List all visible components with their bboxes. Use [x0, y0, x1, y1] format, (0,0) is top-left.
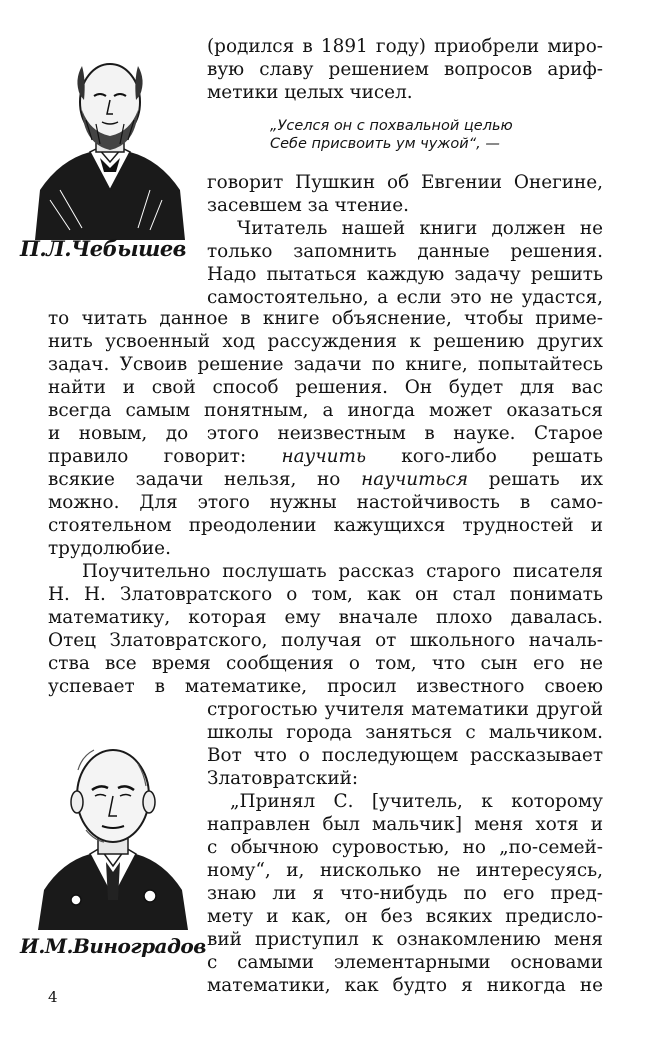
text-line-with-italic: всякие задачи нельзя, но научиться решать их	[48, 469, 603, 490]
text-line: засевшем за чтение.	[207, 195, 409, 216]
text-line: школы города заняться с мальчиком.	[207, 722, 603, 743]
text-line: самостоятельно, а если это не удастся,	[207, 287, 603, 308]
text-line: и новым, до этого неизвестным в науке. Старое	[48, 423, 603, 444]
text-line: всегда самым понятным, а иногда может оказаться	[48, 400, 603, 421]
signature-chebyshev: П.Л.Чебышев	[20, 236, 186, 261]
text-line: нить усвоенный ход рассуждения к решению других	[48, 331, 603, 352]
text-line: то читать данное в книге объяснение, чтобы приме-	[48, 308, 603, 329]
text-line: вий приступил к ознакомлению меня	[207, 929, 603, 950]
text-line: задач. Усвоив решение задачи по книге, попытайтесь	[48, 354, 603, 375]
text-line: Поучительно послушать рассказ старого писателя	[82, 561, 603, 582]
text-line: вую славу решением вопросов ариф-	[207, 59, 603, 80]
pushkin-quote-line: „Уселся он с похвальной целью	[270, 118, 513, 134]
portrait-vinogradov-icon	[38, 730, 188, 930]
text-line: метики целых чисел.	[207, 82, 413, 103]
page-number: 4	[48, 988, 58, 1006]
text-line: Златовратский:	[207, 768, 359, 789]
text-line: успевает в математике, просил известного своею	[48, 676, 603, 697]
text-line: математику, которая ему вначале плохо давалась.	[48, 607, 603, 628]
text-line: с самыми элементарными основами	[207, 952, 603, 973]
text-line-with-italic: правило говорит: научить кого-либо решать	[48, 446, 603, 467]
emphasis-learn: научиться	[361, 469, 469, 490]
text-line: направлен был мальчик] меня хотя и	[207, 814, 603, 835]
text-line: Отец Златовратского, получая от школьного началь-	[48, 630, 603, 651]
text-line: стоятельном преодолении кажущихся трудностей и	[48, 515, 603, 536]
text-line: математики, как будто я никогда не	[207, 975, 603, 996]
text-line: „Принял С. [учитель, к которому	[230, 791, 603, 812]
text-line: строгостью учителя математики другой	[207, 699, 603, 720]
text-line: только запомнить данные решения.	[207, 241, 603, 262]
portrait-chebyshev-icon	[30, 40, 190, 240]
text-line: Вот что о последующем рассказывает	[207, 745, 603, 766]
text-line: Надо пытаться каждую задачу решить	[207, 264, 603, 285]
text-line: знаю ли я что-нибудь по его пред-	[207, 883, 603, 904]
text-line: Читатель нашей книги должен не	[237, 218, 603, 239]
portrait-vinogradov	[38, 730, 188, 930]
text-line: трудолюбие.	[48, 538, 171, 559]
text-line: с обычною суровостью, но „по-семей-	[207, 837, 603, 858]
portrait-chebyshev	[30, 40, 190, 240]
emphasis-teach: научить	[281, 446, 366, 467]
text-line: ства все время сообщения о том, что сын его не	[48, 653, 603, 674]
signature-vinogradov: И.М.Виноградов	[20, 934, 206, 958]
text-line: ному“, и, нисколько не интересуясь,	[207, 860, 603, 881]
text-line: говорит Пушкин об Евгении Онегине,	[207, 172, 603, 193]
text-line: можно. Для этого нужны настойчивость в само-	[48, 492, 603, 513]
text-line: мету и как, он без всяких предисло-	[207, 906, 603, 927]
text-line: найти и свой способ решения. Он будет для вас	[48, 377, 603, 398]
text-line: (родился в 1891 году) приобрели миро-	[207, 36, 603, 57]
pushkin-quote-line: Себе присвоить ум чужой“, —	[270, 136, 500, 152]
text-line: Н. Н. Златовратского о том, как он стал понимать	[48, 584, 603, 605]
